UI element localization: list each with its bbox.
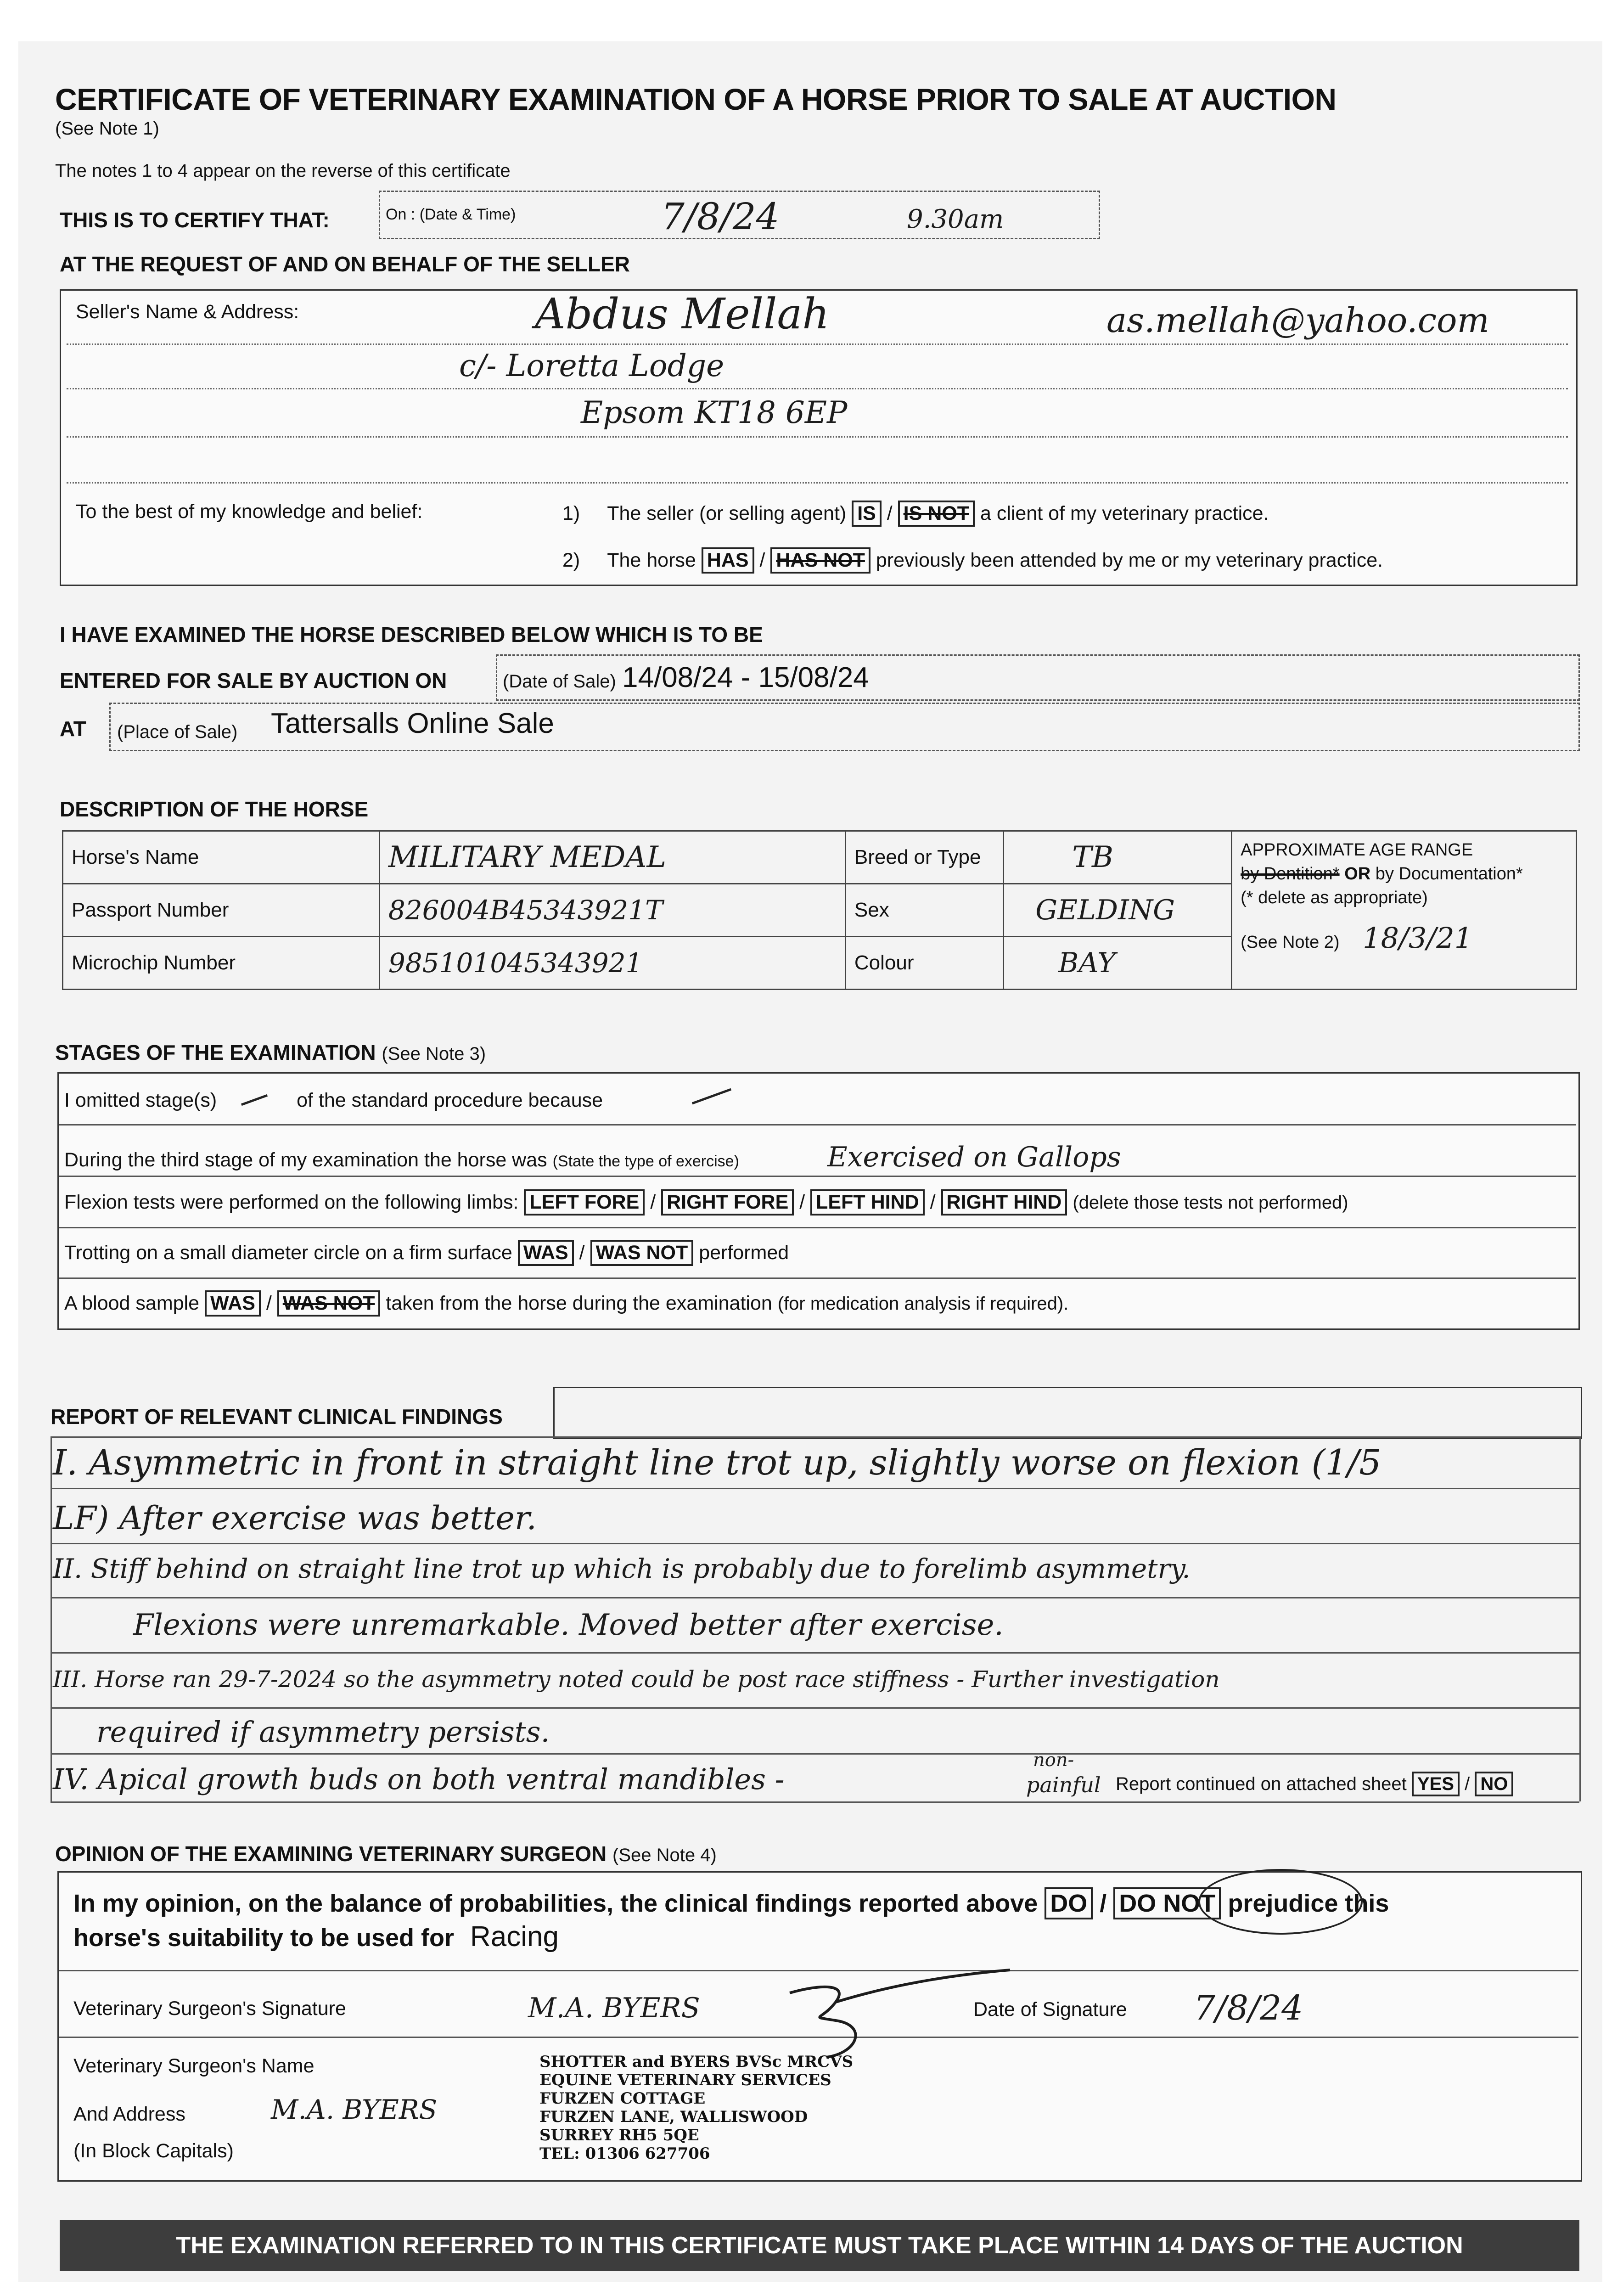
flexion-left-fore[interactable]: LEFT FORE [524,1189,645,1216]
omitted-dash-mark [241,1094,268,1106]
signature-date-label: Date of Signature [973,1998,1127,2020]
sex-text: GELDING [1035,894,1175,926]
passport-label: Passport Number [63,884,380,937]
practice-stamp [539,2053,853,2163]
opinion-see-note: (See Note 4) [612,1845,717,1865]
age-or: OR [1344,864,1371,884]
finding-line: IV. Apical growth buds on both ventral mandibles - [53,1762,785,1796]
report-line [51,1801,1579,1803]
flexion-right-fore[interactable]: RIGHT FORE [661,1189,794,1216]
report-left-edge [51,1436,52,1801]
divider [67,388,1568,389]
signature-date-value: 7/8/24 [1194,1988,1303,2028]
continued-no-option[interactable]: NO [1475,1772,1513,1796]
stamp-line: SURREY RH5 5QE [539,2126,699,2144]
item2-number: 2) [562,549,580,571]
third-value: Exercised on Gallops [827,1141,1121,1173]
surgeon-name-value: M.A. BYERS [271,2094,438,2125]
signature-value: M.A. BYERS [528,1992,700,2024]
microchip-value [379,937,845,990]
finding-line: I. Asymmetric in front in straight line trot up, slightly worse on flexion (1/5 [53,1442,1382,1483]
flexion-post: (delete those tests not performed) [1073,1193,1348,1213]
trot-pre: Trotting on a small diameter circle on a firm surface [64,1242,512,1264]
age-delete-note: (* delete as appropriate) [1241,888,1428,907]
stamp-line: TEL: 01306 627706 [539,2144,710,2163]
flexion-right-hind[interactable]: RIGHT HIND [941,1189,1067,1216]
divider [67,482,1568,484]
client-is-not-option[interactable]: IS NOT [898,501,975,527]
microchip-text: 985101045343921 [388,947,643,979]
finding-line: required if asymmetry persists. [96,1715,550,1749]
third-pre: During the third stage of my examination the horse was [64,1149,547,1171]
seller-name-label: Seller's Name & Address: [76,301,299,323]
flexion-left-hind[interactable]: LEFT HIND [810,1189,925,1216]
report-line [51,1543,1579,1544]
attended-has-option[interactable]: HAS [702,547,754,574]
report-line [51,1488,1579,1489]
finding-line: III. Horse ran 29-7-2024 so the asymmetry noted could be post race stiffness - Further investigation [53,1666,1220,1693]
report-line [51,1707,1579,1709]
report-line [51,1652,1579,1654]
opinion-heading-text: OPINION OF THE EXAMINING VETERINARY SURGEON [55,1842,607,1866]
trotting-row: Trotting on a small diameter circle on a firm surface WAS / WAS NOT performed [64,1240,789,1266]
divider [59,1227,1576,1228]
horse-name-text: MILITARY MEDAL [388,840,666,874]
seller-email: as.mellah@yahoo.com [1106,301,1489,340]
see-note-1: (See Note 1) [55,118,159,139]
report-continued-row: Report continued on attached sheet YES / NO [1116,1772,1513,1796]
colour-label: Colour [845,937,1003,990]
surgeon-name-label: Veterinary Surgeon's Name [73,2055,314,2077]
opinion-heading [55,1841,717,1866]
examined-label: I HAVE EXAMINED THE HORSE DESCRIBED BELOW WHICH IS TO BE [60,623,763,647]
knowledge-item1: 1) The seller (or selling agent) IS / IS NOT a client of my veterinary practice. [562,501,1269,527]
seller-address-line2: Epsom KT18 6EP [581,395,848,430]
finding-line: LF) After exercise was better. [53,1499,537,1537]
age-options [1241,862,1567,886]
divider [67,436,1568,438]
knowledge-label: To the best of my knowledge and belief: [76,501,423,523]
age-range-cell [1232,831,1577,990]
divider [67,343,1568,345]
sex-label: Sex [845,884,1003,937]
knowledge-item2: 2) The horse HAS / HAS NOT previously been attended by me or my veterinary practice. [562,547,1383,574]
divider [59,1176,1576,1177]
trot-was-option[interactable]: WAS [518,1240,574,1266]
do-not-circle-mark [1198,1869,1363,1935]
age-note-row [1241,921,1567,955]
sale-place-label: (Place of Sale) [117,722,238,742]
sale-date-label: (Date of Sale) [503,671,616,692]
stages-heading [55,1040,486,1065]
report-line [51,1597,1579,1598]
finding-line: Flexions were unremarkable. Moved better after exercise. [133,1608,1004,1642]
colour-value [1004,937,1232,990]
report-line [51,1753,1579,1755]
report-heading: REPORT OF RELEVANT CLINICAL FINDINGS [51,1405,503,1429]
blood-pre: A blood sample [64,1292,200,1314]
sex-value [1004,884,1232,937]
age-value: 18/3/21 [1363,921,1473,955]
omitted-mid: of the standard procedure because [297,1089,603,1111]
blood-post: taken from the horse during the examination [386,1292,772,1314]
omitted-pre: I omitted stage(s) [64,1089,217,1111]
sale-place-value: Tattersalls Online Sale [271,708,554,739]
stamp-line: FURZEN COTTAGE [539,2089,706,2108]
finding-painful: painful [1026,1773,1101,1797]
breed-label: Breed or Type [845,831,1003,884]
microchip-label: Microchip Number [63,937,380,990]
datetime-label: On : (Date & Time) [386,206,516,223]
continued-yes-option[interactable]: YES [1412,1772,1460,1796]
item2-text: The horse [607,549,696,571]
blood-note: (for medication analysis if required). [777,1294,1069,1314]
finding-non: non- [1033,1750,1074,1771]
trot-was-not-option[interactable]: WAS NOT [590,1240,694,1266]
description-table [62,830,1577,990]
description-heading: DESCRIPTION OF THE HORSE [60,797,369,821]
third-note: (State the type of exercise) [552,1153,739,1170]
opinion-line2 [73,1920,559,1953]
notes-reverse-text: The notes 1 to 4 appear on the reverse of this certificate [55,161,511,181]
finding-line: II. Stiff behind on straight line trot up which is probably due to forelimb asymmetry. [53,1553,1191,1584]
opinion-do-option[interactable]: DO [1045,1887,1093,1919]
item1-number: 1) [562,502,580,524]
age-note: (See Note 2) [1241,933,1340,952]
stages-see-note: (See Note 3) [382,1044,486,1064]
third-stage-row [64,1141,1121,1173]
seller-name: Abdus Mellah [535,289,830,338]
blood-was-option[interactable]: WAS [205,1290,261,1317]
request-label: AT THE REQUEST OF AND ON BEHALF OF THE SELLER [60,252,630,276]
stamp-line: SHOTTER and BYERS BVSc MRCVS [539,2053,854,2071]
flexion-row: Flexion tests were performed on the following limbs: LEFT FORE / RIGHT FORE / LEFT HIND / RIGHT HIND (delete those tests not performed) [64,1189,1348,1216]
colour-text: BAY [1058,947,1116,979]
horse-name-label: Horse's Name [63,831,380,884]
blood-row: A blood sample WAS / WAS NOT taken from the horse during the examination (for medication analysis if required). [64,1290,1068,1317]
footer-banner: THE EXAMINATION REFERRED TO IN THIS CERTIFICATE MUST TAKE PLACE WITHIN 14 DAYS OF THE AUCTION [60,2220,1579,2271]
seller-address-line1: c/- Loretta Lodge [459,348,724,383]
passport-text: 826004B45343921T [388,895,663,926]
entered-for-sale-label: ENTERED FOR SALE BY AUCTION ON [60,669,447,692]
attended-has-not-option[interactable]: HAS NOT [770,547,870,574]
at-label: AT [60,717,86,741]
opinion-text3: horse's suitability to be used for [73,1924,454,1952]
client-is-option[interactable]: IS [852,501,882,527]
signature-label: Veterinary Surgeon's Signature [73,1998,346,2020]
item1-text: The seller (or selling agent) [607,502,847,524]
continued-label: Report continued on attached sheet [1116,1774,1407,1794]
report-header-box [553,1387,1582,1439]
stages-heading-text: STAGES OF THE EXAMINATION [55,1041,376,1064]
age-by-dentition[interactable]: by Dentition* [1241,864,1340,884]
passport-value [379,884,845,937]
omitted-reason-mark [692,1088,731,1104]
breed-value [1004,831,1232,884]
opinion-text1: In my opinion, on the balance of probabilities, the clinical findings reported above [73,1890,1038,1917]
report-line [51,1436,1579,1438]
certificate-title: CERTIFICATE OF VETERINARY EXAMINATION OF A HORSE PRIOR TO SALE AT AUCTION [55,82,1337,116]
breed-text: TB [1072,840,1114,874]
item1-post: a client of my veterinary practice. [980,502,1269,524]
age-by-documentation[interactable]: by Documentation* [1375,864,1523,884]
surgeon-address-label: And Address [73,2103,185,2125]
trot-post: performed [699,1242,789,1264]
stamp-line: EQUINE VETERINARY SERVICES [539,2071,831,2089]
sale-date-value: 14/08/24 - 15/08/24 [622,662,869,693]
block-capitals-label: (In Block Capitals) [73,2140,234,2162]
horse-name-value [379,831,845,884]
divider [59,1277,1576,1279]
opinion-line1: In my opinion, on the balance of probabilities, the clinical findings reported above DO / DO NOT prejudice this [73,1887,1389,1919]
exam-date: 7/8/24 [661,195,780,238]
item2-post: previously been attended by me or my veterinary practice. [876,549,1383,571]
age-heading: APPROXIMATE AGE RANGE [1241,840,1473,860]
report-right-edge [1579,1436,1581,1801]
flexion-pre: Flexion tests were performed on the following limbs: [64,1191,519,1213]
opinion-do-not-option[interactable]: DO NOT [1113,1887,1221,1919]
blood-was-not-option[interactable]: WAS NOT [277,1290,381,1317]
divider [59,1124,1576,1125]
omitted-stages-row [64,1089,732,1112]
stamp-line: FURZEN LANE, WALLISWOOD [539,2108,808,2126]
certify-label: THIS IS TO CERTIFY THAT: [60,208,330,232]
opinion-use-value: Racing [470,1921,559,1953]
opinion-text2: prejudice this [1228,1890,1389,1917]
exam-time: 9.30am [907,204,1004,234]
